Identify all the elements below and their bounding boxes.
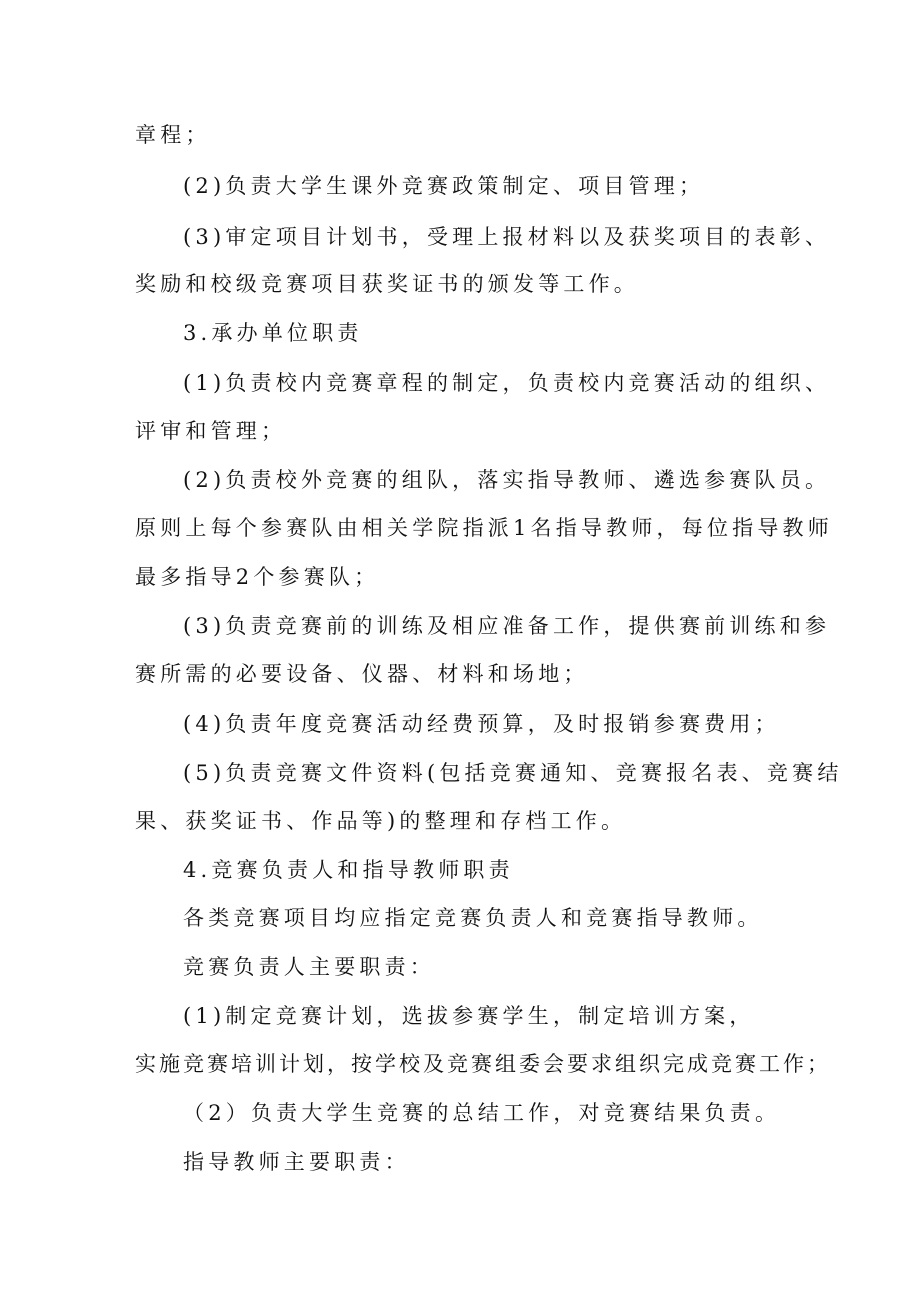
text-line-15: 果、获奖证书、作品等)的整理和存档工作。 (135, 809, 627, 833)
text-line-21: （2）负责大学生竞赛的总结工作，对竞赛结果负责。 (183, 1101, 781, 1125)
text-line-3: (3)审定项目计划书，受理上报材料以及获奖项目的表彰、 (183, 225, 831, 249)
text-line-8: (2)负责校外竞赛的组队，落实指导教师、遴选参赛队员。 (183, 468, 831, 492)
section-heading-3: 3.承办单位职责 (183, 321, 363, 345)
text-line-22: 指导教师主要职责： (183, 1150, 410, 1174)
text-line-17: 各类竞赛项目均应指定竞赛负责人和竞赛指导教师。 (183, 906, 763, 930)
text-line-14: (5)负责竞赛文件资料(包括竞赛通知、竞赛报名表、竞赛结 (183, 761, 843, 785)
text-line-6: (1)负责校内竞赛章程的制定，负责校内竞赛活动的组织、 (183, 371, 831, 395)
text-line-7: 评审和管理； (135, 419, 287, 443)
text-line-2: (2)负责大学生课外竞赛政策制定、项目管理； (183, 174, 705, 198)
section-heading-4: 4.竞赛负责人和指导教师职责 (183, 858, 514, 882)
text-line-1: 章程； (135, 123, 211, 147)
text-line-9: 原则上每个参赛队由相关学院指派1名指导教师，每位指导教师 (135, 516, 833, 540)
text-line-4: 奖励和校级竞赛项目获奖证书的颁发等工作。 (135, 272, 639, 296)
text-line-19: (1)制定竞赛计划，选拔参赛学生，制定培训方案， (183, 1004, 755, 1028)
text-line-11: (3)负责竞赛前的训练及相应准备工作，提供赛前训练和参 (183, 614, 831, 638)
text-line-20: 实施竞赛培训计划，按学校及竞赛组委会要求组织完成竞赛工作； (135, 1052, 831, 1076)
text-line-18: 竞赛负责人主要职责： (183, 955, 435, 979)
text-line-13: (4)负责年度竞赛活动经费预算，及时报销参赛费用； (183, 712, 780, 736)
text-line-10: 最多指导2个参赛队； (135, 565, 380, 589)
text-line-12: 赛所需的必要设备、仪器、材料和场地； (135, 662, 589, 686)
